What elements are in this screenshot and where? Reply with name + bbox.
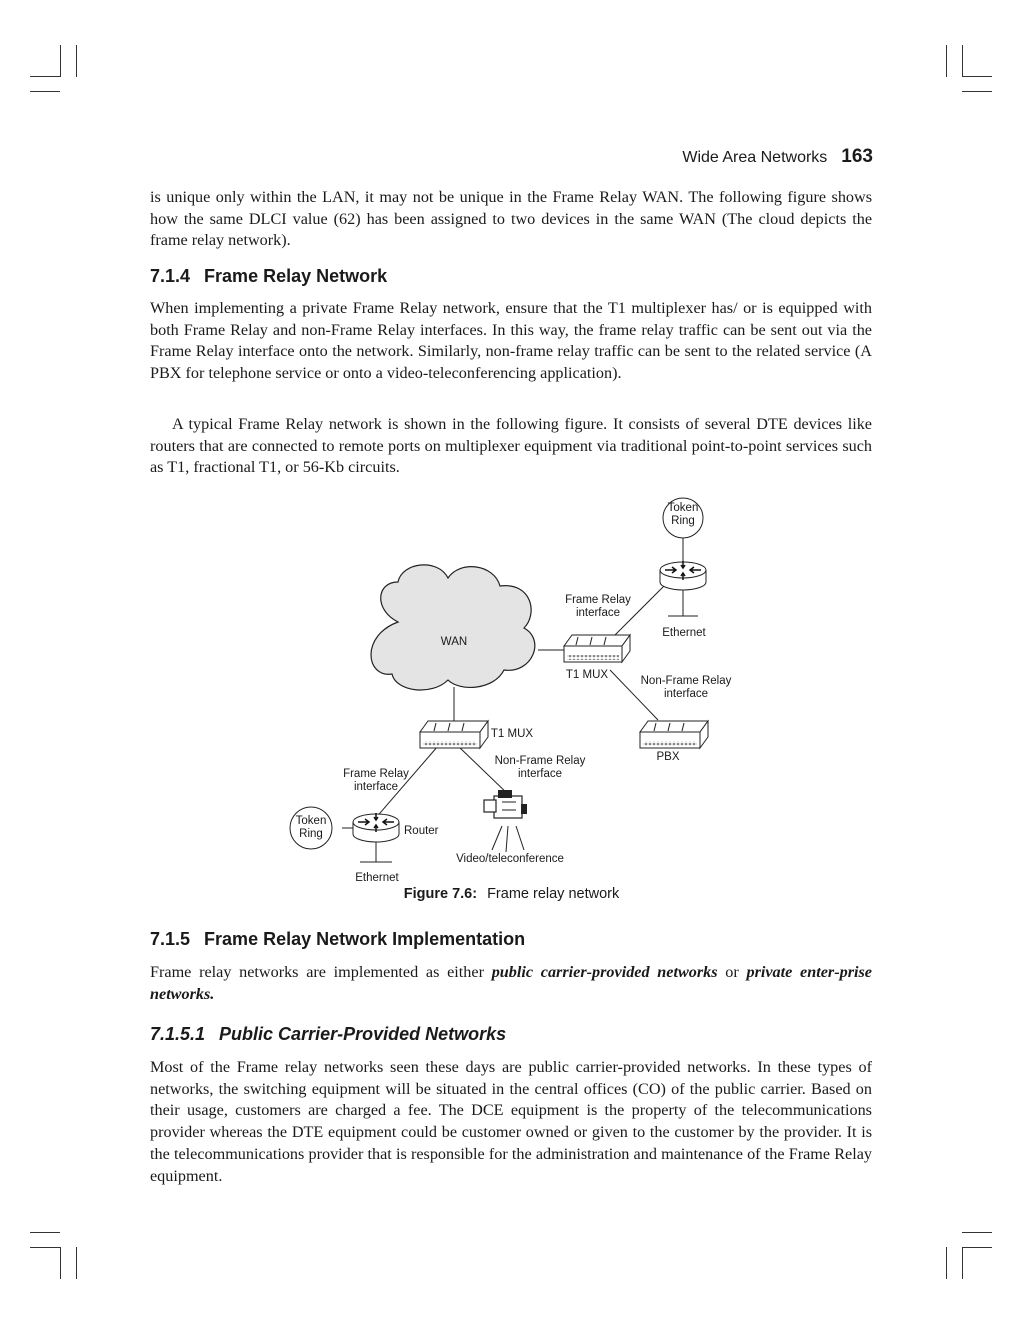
figure-caption-text: Frame relay network bbox=[487, 886, 620, 902]
wan-cloud-icon bbox=[371, 565, 535, 690]
paragraph-text: Frame relay networks are implemented as either bbox=[150, 963, 492, 981]
crop-mark bbox=[30, 1232, 60, 1233]
token-ring-icon bbox=[290, 807, 332, 849]
crop-mark bbox=[962, 76, 992, 77]
emphasis-term: private enter-prise networks. bbox=[150, 963, 872, 1003]
non-frame-relay-interface-label: Non-Frame Relay bbox=[494, 755, 586, 767]
paragraph: When implementing a private Frame Relay network, ensure that the T1 multiplexer has/ or is equipped with both Frame Relay and non-Frame Relay interfaces. In this way, the frame relay traffic can be sent out via the Frame Relay interface onto the network. Similarly, non-frame relay traffic can be sent to the related service (A PBX for telephone service or onto a video-teleconferencing application). bbox=[150, 299, 872, 383]
section-title: Public Carrier-Provided Networks bbox=[219, 1024, 507, 1044]
section-title: Frame Relay Network bbox=[204, 266, 388, 286]
running-header bbox=[682, 146, 873, 168]
frame-relay-interface-label: Frame Relay bbox=[343, 768, 409, 780]
paragraph: Most of the Frame relay networks seen these days are public carrier-provided networks. In these types of networks, the switching equipment will be situated in the central offices (CO) of the public carrier. Based on their usage, customers are charged a fee. The DCE equipment is the property of the telecommunications provider whereas the DTE equipment could be customer owned or given to the customer by the provider. It is the telecommunications provider that is responsible for the administration and maintenance of the Frame Relay equipment. bbox=[150, 1058, 872, 1185]
frame-relay-interface-label: interface bbox=[575, 607, 621, 619]
token-ring-label: Token bbox=[667, 502, 699, 514]
token-ring-label: Ring bbox=[299, 828, 323, 840]
crop-mark bbox=[76, 1247, 77, 1279]
t1-mux-icon bbox=[564, 635, 630, 662]
router-icon bbox=[660, 561, 706, 590]
non-frame-relay-interface-label: Non-Frame Relay bbox=[640, 675, 732, 687]
crop-mark bbox=[76, 45, 77, 77]
section-heading-7-1-5 bbox=[150, 929, 525, 950]
paragraph-text: or bbox=[717, 963, 747, 981]
crop-mark bbox=[30, 1247, 60, 1248]
crop-mark bbox=[962, 1232, 992, 1233]
page-number: 163 bbox=[841, 146, 873, 167]
crop-mark bbox=[60, 1247, 61, 1279]
emphasis-term: public carrier-provided networks bbox=[491, 963, 718, 981]
router-label: Router bbox=[404, 825, 439, 837]
t1-mux-label: T1 MUX bbox=[565, 669, 609, 681]
token-ring-icon bbox=[663, 498, 703, 538]
crop-mark bbox=[962, 1247, 992, 1248]
token-ring-label: Ring bbox=[671, 515, 695, 527]
non-frame-relay-interface-label: interface bbox=[517, 768, 563, 780]
crop-mark bbox=[30, 91, 60, 92]
paragraph: A typical Frame Relay network is shown in the following figure. It consists of several DTE devices like routers that are connected to remote ports on multiplexer equipment via traditional point-to-point services such as T1, fractional T1, or 56-Kb circuits. bbox=[150, 415, 872, 477]
crop-mark bbox=[946, 1247, 947, 1279]
frame-relay-interface-label: interface bbox=[353, 781, 399, 793]
t1-mux-icon bbox=[420, 721, 488, 748]
frame-relay-network-diagram bbox=[280, 490, 750, 890]
section-number: 7.1.4 bbox=[150, 266, 191, 286]
ethernet-label: Ethernet bbox=[355, 872, 399, 884]
router-icon bbox=[353, 813, 399, 842]
non-frame-relay-interface-label: interface bbox=[663, 688, 709, 700]
section-title: Frame Relay Network Implementation bbox=[204, 929, 526, 949]
subsection-heading-7-1-5-1 bbox=[150, 1024, 506, 1045]
crop-mark bbox=[962, 45, 963, 77]
t1-mux-label: T1 MUX bbox=[490, 728, 534, 740]
pbx-label: PBX bbox=[656, 751, 680, 763]
pbx-icon bbox=[640, 721, 708, 748]
intro-paragraph: is unique only within the LAN, it may not be unique in the Frame Relay WAN. The following figure shows how the same DLCI value (62) has been assigned to two devices in the same WAN (The cloud depicts the frame relay network). bbox=[150, 188, 872, 250]
video-camera-icon bbox=[484, 790, 527, 818]
crop-mark bbox=[962, 91, 992, 92]
running-title: Wide Area Networks bbox=[682, 149, 828, 166]
figure-caption bbox=[0, 886, 1023, 902]
crop-mark bbox=[60, 45, 61, 77]
section-number: 7.1.5.1 bbox=[150, 1024, 206, 1044]
crop-mark bbox=[962, 1247, 963, 1279]
frame-relay-interface-label: Frame Relay bbox=[565, 594, 631, 606]
section-heading-7-1-4 bbox=[150, 266, 387, 287]
crop-mark bbox=[946, 45, 947, 77]
section-number: 7.1.5 bbox=[150, 929, 191, 949]
paragraph bbox=[150, 962, 872, 1005]
figure-caption-label: Figure 7.6: bbox=[403, 886, 478, 902]
ethernet-label: Ethernet bbox=[662, 627, 706, 639]
wan-label: WAN bbox=[440, 636, 468, 648]
video-teleconference-label: Video/teleconference bbox=[456, 853, 564, 865]
crop-mark bbox=[30, 76, 60, 77]
token-ring-label: Token bbox=[295, 815, 327, 827]
